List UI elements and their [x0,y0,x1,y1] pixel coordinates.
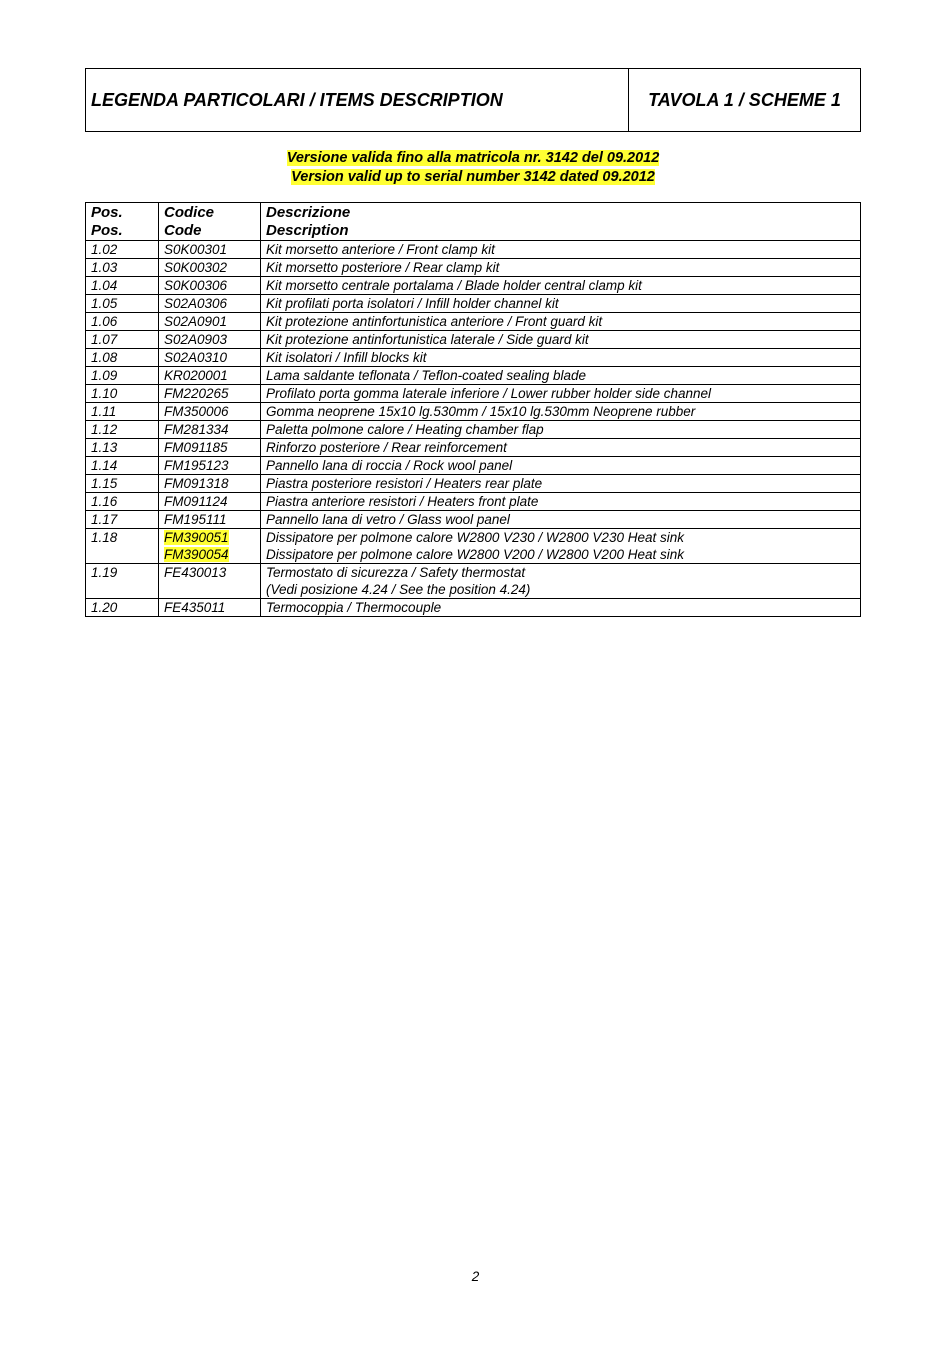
row-code [159,475,261,493]
table-row [86,331,861,349]
description-line: Pannello lana di roccia / Rock wool panel [266,458,513,473]
row-code [159,564,261,599]
header-description [261,203,861,241]
part-code [164,546,255,563]
part-code-text: S02A0306 [164,296,228,311]
part-code-text: S02A0903 [164,332,228,347]
row-code [159,511,261,529]
description-line: Dissipatore per polmone calore W2800 V200 / W2800 V200 Heat sink [266,547,684,562]
row-pos: 1.20 [86,599,159,617]
row-description [261,457,861,475]
row-code [159,599,261,617]
header-desc-en: Description [266,222,349,239]
row-description [261,564,861,599]
part-code-text: S0K00301 [164,242,228,257]
row-pos: 1.13 [86,439,159,457]
part-code-text: FM220265 [164,386,229,401]
row-code [159,385,261,403]
row-description [261,529,861,564]
row-pos: 1.03 [86,259,159,277]
row-description [261,277,861,295]
description-line: Kit protezione antinfortunistica laterale / Side guard kit [266,332,589,347]
description-line: Termostato di sicurezza / Safety thermostat [266,565,526,580]
items-table-body [86,241,861,617]
description-line: Piastra posteriore resistori / Heaters rear plate [266,476,543,491]
table-row [86,277,861,295]
part-code [164,564,255,581]
description-line: Rinforzo posteriore / Rear reinforcement [266,440,507,455]
part-code-text: FE435011 [164,600,226,615]
description-line: Piastra anteriore resistori / Heaters front plate [266,494,539,509]
table-row [86,313,861,331]
row-pos: 1.11 [86,403,159,421]
part-code [164,421,255,438]
row-code [159,349,261,367]
version-notice-italian: Versione valida fino alla matricola nr. 3142 del 09.2012 [286,150,660,166]
part-code [164,493,255,510]
description-line: Dissipatore per polmone calore W2800 V230 / W2800 V230 Heat sink [266,530,684,545]
row-description [261,367,861,385]
part-code [164,385,255,402]
row-code [159,529,261,564]
row-code [159,493,261,511]
description-line: (Vedi posizione 4.24 / See the position 4.24) [266,582,531,597]
description-line: Gomma neoprene 15x10 lg.530mm / 15x10 lg.530mm Neoprene rubber [266,404,696,419]
header-code-it: Codice [164,204,215,221]
row-description [261,241,861,259]
part-code-text: FM091185 [164,440,228,455]
page-number: 2 [471,1269,480,1284]
row-pos: 1.19 [86,564,159,599]
part-code [164,349,255,366]
part-code-text: FM281334 [164,422,229,437]
part-code [164,529,255,546]
description-line: Termocoppia / Thermocouple [266,600,442,615]
table-row [86,439,861,457]
part-code-text: S02A0901 [164,314,228,329]
row-pos: 1.16 [86,493,159,511]
row-description [261,421,861,439]
row-code [159,457,261,475]
row-description [261,511,861,529]
table-row [86,295,861,313]
table-row [86,511,861,529]
table-row [86,259,861,277]
part-code [164,259,255,276]
table-row [86,421,861,439]
row-code [159,313,261,331]
row-pos: 1.18 [86,529,159,564]
description-line: Kit isolatori / Infill blocks kit [266,350,427,365]
table-header-row [86,203,861,241]
part-code-text: FM195111 [164,512,227,527]
row-code [159,241,261,259]
part-code [164,475,255,492]
header-pos-en: Pos. [91,222,123,239]
part-code-text: FM390054 [164,547,229,562]
description-line: Pannello lana di vetro / Glass wool panel [266,512,510,527]
part-code [164,241,255,258]
row-pos: 1.17 [86,511,159,529]
items-table [85,202,861,617]
version-notice-english: Version valid up to serial number 3142 dated 09.2012 [291,169,655,185]
table-row [86,564,861,599]
part-code-text: KR020001 [164,368,228,383]
row-pos: 1.02 [86,241,159,259]
part-code-text: FM390051 [164,530,229,545]
scheme-label: TAVOLA 1 / SCHEME 1 [648,89,841,110]
row-code [159,421,261,439]
row-pos: 1.06 [86,313,159,331]
part-code [164,295,255,312]
row-description [261,349,861,367]
row-code [159,295,261,313]
part-code-text: S02A0310 [164,350,228,365]
part-code-text: FE430013 [164,565,227,580]
row-description [261,331,861,349]
part-code [164,277,255,294]
part-code-text: S0K00302 [164,260,228,275]
part-code-text: FM091124 [164,494,228,509]
header-desc-it: Descrizione [266,204,351,221]
table-row [86,241,861,259]
row-description [261,599,861,617]
row-pos: 1.07 [86,331,159,349]
row-pos: 1.05 [86,295,159,313]
row-description [261,475,861,493]
part-code [164,367,255,384]
table-row [86,457,861,475]
row-pos: 1.04 [86,277,159,295]
row-description [261,313,861,331]
table-row [86,349,861,367]
row-pos: 1.08 [86,349,159,367]
part-code [164,313,255,330]
row-code [159,403,261,421]
part-code [164,599,255,616]
part-code-text: FM350006 [164,404,229,419]
row-description [261,403,861,421]
header-pos [86,203,159,241]
row-description [261,493,861,511]
description-line: Kit protezione antinfortunistica anteriore / Front guard kit [266,314,603,329]
description-line: Lama saldante teflonata / Teflon-coated sealing blade [266,368,586,383]
version-notice [85,149,861,187]
part-code [164,511,255,528]
row-code [159,331,261,349]
part-code-text: FM195123 [164,458,229,473]
description-line: Kit morsetto anteriore / Front clamp kit [266,242,495,257]
row-description [261,385,861,403]
row-code [159,367,261,385]
part-code [164,403,255,420]
row-code [159,439,261,457]
table-row [86,403,861,421]
table-row [86,599,861,617]
part-code-text: S0K00306 [164,278,228,293]
row-pos: 1.14 [86,457,159,475]
row-description [261,295,861,313]
description-line: Kit profilati porta isolatori / Infill holder channel kit [266,296,559,311]
row-pos: 1.12 [86,421,159,439]
description-line: Paletta polmone calore / Heating chamber flap [266,422,544,437]
table-row [86,493,861,511]
description-line: Kit morsetto centrale portalama / Blade holder central clamp kit [266,278,642,293]
part-code-text: FM091318 [164,476,229,491]
document-title: LEGENDA PARTICOLARI / ITEMS DESCRIPTION [86,69,629,131]
document-header [85,68,861,132]
header-pos-it: Pos. [91,204,123,221]
part-code [164,457,255,474]
row-pos: 1.09 [86,367,159,385]
row-description [261,439,861,457]
header-code-en: Code [164,222,202,239]
table-row [86,385,861,403]
description-line: Kit morsetto posteriore / Rear clamp kit [266,260,500,275]
row-pos: 1.10 [86,385,159,403]
row-description [261,259,861,277]
table-row [86,475,861,493]
row-code [159,277,261,295]
header-code [159,203,261,241]
row-pos: 1.15 [86,475,159,493]
row-code [159,259,261,277]
part-code [164,331,255,348]
description-line: Profilato porta gomma laterale inferiore / Lower rubber holder side channel [266,386,711,401]
part-code [164,439,255,456]
table-row [86,367,861,385]
table-row [86,529,861,564]
